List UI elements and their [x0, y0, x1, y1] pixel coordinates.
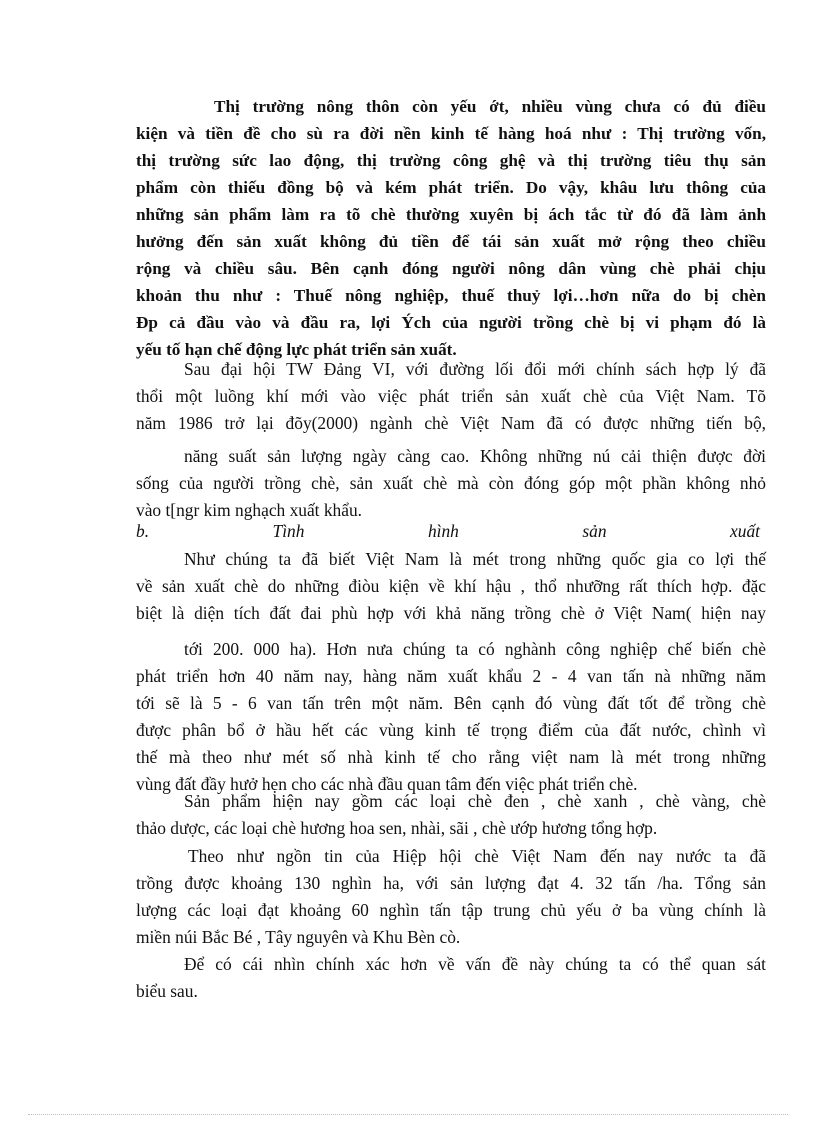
- text-line: thổi một luồng khí mới vào việc phát triển sản xuất chè của Việt Nam. Tõ: [136, 386, 766, 406]
- section-heading: [136, 518, 766, 545]
- heading-word: hình: [427, 521, 459, 541]
- text-line: Sản phẩm hiện nay gồm các loại chè đen , chè xanh , chè vàng, chè: [184, 791, 766, 811]
- text-line: Theo như ngồn tin của Hiệp hội chè Việt Nam đến nay nước ta đã: [188, 846, 766, 866]
- paragraph-closing: [136, 951, 766, 1005]
- heading-word: b.: [136, 521, 150, 541]
- text-line: biểu sau.: [136, 981, 198, 1001]
- paragraph-market-weakness: [136, 93, 766, 363]
- text-line: năng suất sản lượng ngày càng cao. Không những nú cải thiện được đời: [184, 446, 766, 466]
- heading-word: sản: [582, 521, 607, 541]
- paragraph-products: [136, 788, 766, 842]
- text-line: miền núi Bắc Bé , Tây nguyên và Khu Bèn cò.: [136, 927, 461, 947]
- text-line: thế mà theo như mét số nhà kinh tế cho rằng việt nam là mét trong những: [136, 747, 766, 767]
- text-line: vùng đất đầy hưở hẹn cho các nhà đầu quan tâm đến việc phát triển chè.: [136, 774, 638, 794]
- heading-word: xuất: [730, 521, 760, 541]
- text-line: phát triển hơn 40 năm nay, hàng năm xuất khẩu 2 - 4 van tấn nà những năm: [136, 666, 766, 686]
- text-line: vào t[ngr kim nghạch xuất khẩu.: [136, 500, 363, 520]
- text-line: kiện và tiền đề cho sù ra đời nền kinh tế hàng hoá như : Thị trường vốn,: [136, 124, 766, 143]
- text-line: tới 200. 000 ha). Hơn nưa chúng ta có nghành công nghiệp chế biến chè: [184, 639, 766, 659]
- paragraph-production: [136, 546, 766, 798]
- text-line: tới sẽ là 5 - 6 van tấn trên một năm. Bên cạnh đó vùng đất tốt để trồng chè: [136, 693, 766, 713]
- paragraph-association: [136, 843, 766, 951]
- text-line: những sản phẩm làm ra tõ chè thường xuyên bị ách tắc từ đó đã làm ảnh: [136, 205, 766, 224]
- text-line: rộng và chiều sâu. Bên cạnh đóng người nông dân vùng chè phải chịu: [136, 259, 766, 278]
- text-line: thảo dược, các loại chè hương hoa sen, nhài, sãi , chè ướp hương tổng hợp.: [136, 818, 658, 838]
- text-line: sống của người trồng chè, sản xuất chè mà còn đóng góp một phần không nhỏ: [136, 473, 766, 493]
- text-line: năm 1986 trở lại đõy(2000) ngành chè Việt Nam đã có được những tiến bộ,: [136, 413, 766, 433]
- text-line: lượng các loại đạt khoảng 60 nghìn tấn tập trung chủ yếu ở ba vùng chính là: [136, 900, 766, 920]
- text-line: phẩm còn thiếu đồng bộ và kém phát triển. Do vậy, khâu lưu thông của: [136, 178, 766, 197]
- text-line: Sau đại hội TW Đảng VI, với đường lối đổi mới chính sách hợp lý đã: [184, 359, 766, 379]
- heading-word: Tình: [272, 521, 305, 541]
- text-line: hưởng đến sản xuất không đủ tiền để tái sản xuất mở rộng theo chiều: [136, 232, 766, 251]
- text-line: thị trường sức lao động, thị trường công ghệ và thị trường tiêu thụ sản: [136, 151, 766, 170]
- text-line: được phân bổ ở hầu hết các vùng kinh tế trọng điểm của đất nước, chình vì: [136, 720, 766, 740]
- paragraph-reform: [136, 356, 766, 524]
- text-line: khoản thu như : Thuế nông nghiệp, thuế thuỷ lợi…hơn nữa do bị chèn: [136, 286, 766, 305]
- text-line: Để có cái nhìn chính xác hơn về vấn đề này chúng ta có thể quan sát: [184, 954, 766, 974]
- text-line: biệt là diện tích đất đai phù hợp với khả năng trồng chè ở Việt Nam( hiện nay: [136, 603, 766, 623]
- text-line: trồng được khoảng 130 nghìn ha, với sản lượng đạt 4. 32 tấn /ha. Tổng sản: [136, 873, 766, 893]
- text-line: yếu tố hạn chế động lực phát triển sản xuất.: [136, 340, 457, 359]
- text-line: Như chúng ta đã biết Việt Nam là mét trong những quốc gia co lợi thế: [184, 549, 766, 569]
- text-line: Thị trường nông thôn còn yếu ớt, nhiều vùng chưa có đủ điều: [214, 97, 766, 116]
- page-footer-divider: [28, 1114, 788, 1115]
- text-line: Ðp cả đầu vào và đầu ra, lợi Ých của người trồng chè bị vi phạm đó là: [136, 313, 766, 332]
- text-line: về sản xuất chè do những điòu kiện về khí hậu , thổ nhưỡng rất thích hợp. đặc: [136, 576, 766, 596]
